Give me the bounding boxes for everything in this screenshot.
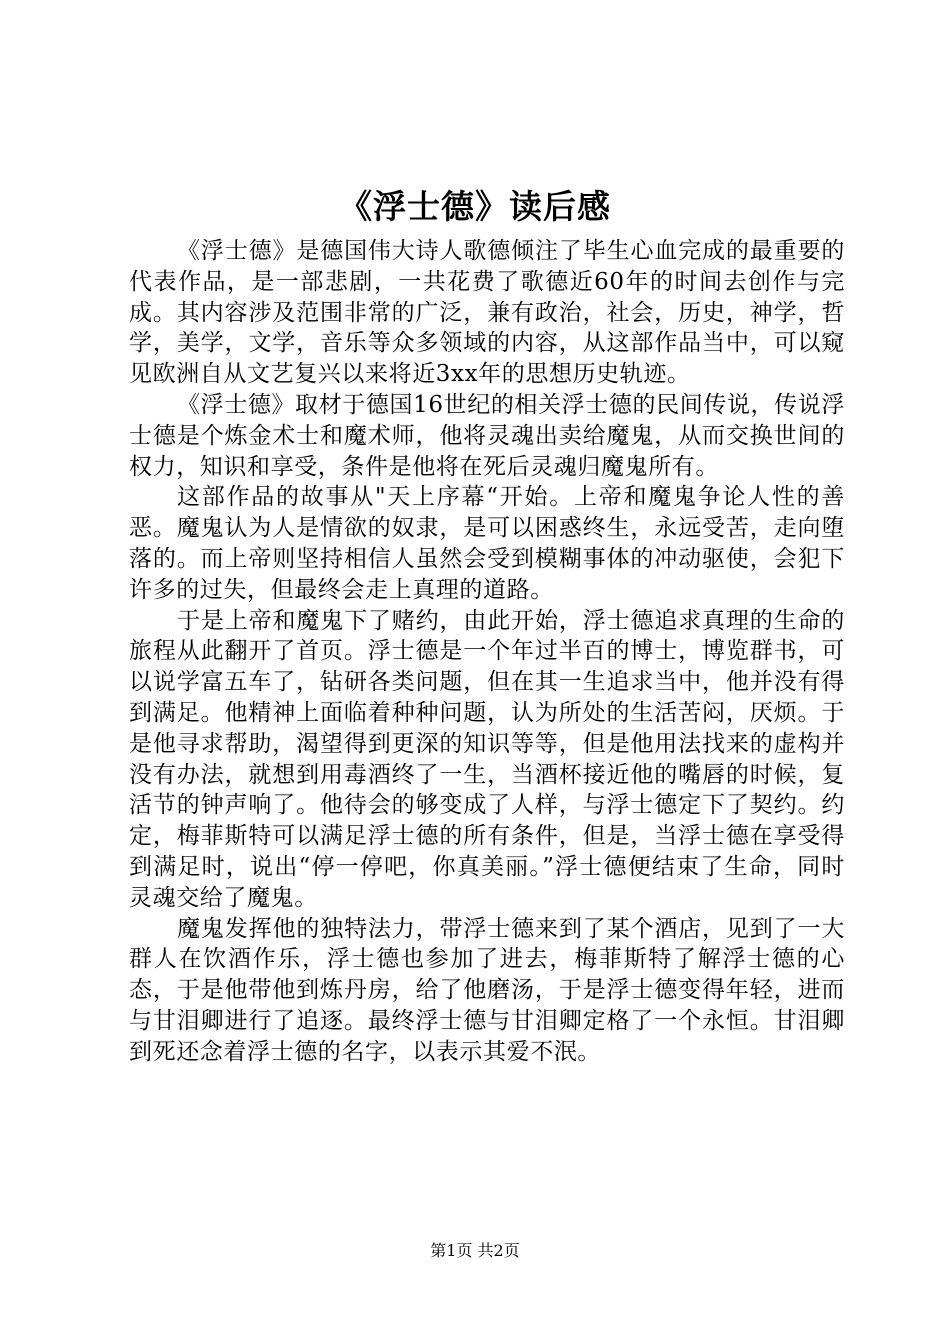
- paragraph-3: 这部作品的故事从"天上序幕“开始。上帝和魔鬼争论人性的善恶。魔鬼认为人是情欲的奴隶，是可以困惑终生，永远受苦，走向堕落的。而上帝则坚持相信人虽然会受到模糊事体的冲动驱使，会犯下许多的过失，但最终会走上真理的道路。: [129, 484, 845, 603]
- paragraph-4: 于是上帝和魔鬼下了赌约，由此开始，浮士德追求真理的生命的旅程从此翻开了首页。浮士德是一个年过半百的博士，博览群书，可以说学富五车了，钻研各类问题，但在其一生追求当中，他并没有得到满足。他精神上面临着种种问题，认为所处的生活苦闷，厌烦。于是他寻求帮助，渴望得到更深的知识等等，但是他用法找来的虚构并没有办法，就想到用毒酒终了一生，当酒杯接近他的嘴唇的时候，复活节的钟声响了。他待会的够变成了人样，与浮士德定下了契约。约定，梅菲斯特可以满足浮士德的所有条件，但是，当浮士德在享受得到满足时，说出“停一停吧，你真美丽。”浮士德便结束了生命，同时灵魂交给了魔鬼。: [129, 607, 845, 911]
- paragraph-2: 《浮士德》取材于德国16世纪的相关浮士德的民间传说，传说浮士德是个炼金术士和魔术师，他将灵魂出卖给魔鬼，从而交换世间的权力，知识和享受，条件是他将在死后灵魂归魔鬼所有。: [129, 391, 845, 480]
- page-footer: 第1页 共2页: [430, 1241, 520, 1260]
- document-title: 《浮士德》读后感: [339, 187, 611, 226]
- document-body: [129, 236, 845, 1068]
- paragraph-5: 魔鬼发挥他的独特法力，带浮士德来到了某个酒店，见到了一大群人在饮酒作乐，浮士德也参加了进去，梅菲斯特了解浮士德的心态，于是他带他到炼丹房，给了他磨汤，于是浮士德变得年轻，进而与甘泪卿进行了追逐。最终浮士德与甘泪卿定格了一个永恒。甘泪卿到死还念着浮士德的名字，以表示其爱不泯。: [129, 915, 845, 1065]
- paragraph-1: 《浮士德》是德国伟大诗人歌德倾注了毕生心血完成的最重要的代表作品，是一部悲剧，一共花费了歌德近60年的时间去创作与完成。其内容涉及范围非常的广泛，兼有政治，社会，历史，神学，哲学，美学，文学，音乐等众多领域的内容，从这部作品当中，可以窥见欧洲自从文艺复兴以来将近3xx年的思想历史轨迹。: [129, 238, 845, 388]
